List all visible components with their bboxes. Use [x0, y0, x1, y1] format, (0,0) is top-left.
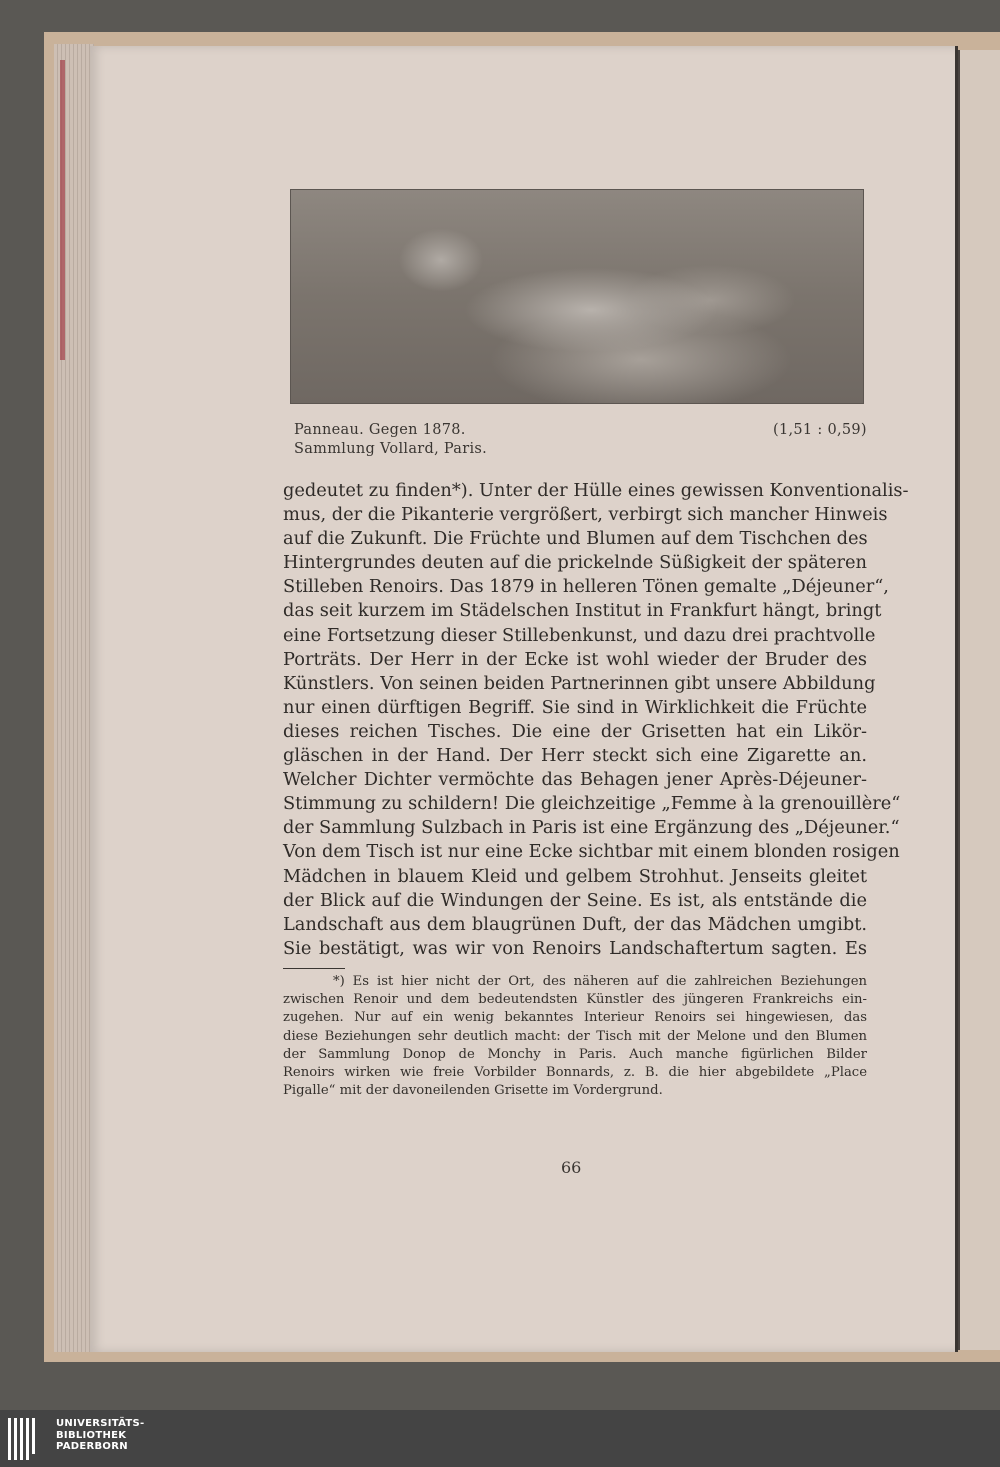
body-line: gedeutet zu finden*). Unter der Hülle eines gewissen Konventionalis-: [283, 480, 909, 501]
body-line: dieses reichen Tisches. Die eine der Grisetten hat ein Likör-: [283, 720, 867, 742]
body-line: Künstlers. Von seinen beiden Partnerinnen gibt unsere Abbildung: [283, 672, 876, 694]
footnote-line: Pigalle“ mit der davoneilenden Grisette im Vordergrund.: [283, 1083, 663, 1099]
footnote-line: Renoirs wirken wie freie Vorbilder Bonnards, z. B. die hier abgebildete „Place: [283, 1064, 867, 1080]
library-name-line2: BIBLIOTHEK: [56, 1429, 127, 1441]
body-line: Porträts. Der Herr in der Ecke ist wohl wieder der Bruder des: [283, 648, 867, 670]
body-line: gläschen in der Hand. Der Herr steckt sich eine Zigarette an.: [283, 745, 867, 767]
footnote-line: *) Es ist hier nicht der Ort, des näheren auf die zahlreichen Beziehungen: [333, 974, 867, 989]
caption-title: Panneau. Gegen 1878.: [294, 422, 466, 438]
body-line: nur einen dürftigen Begriff. Sie sind in Wirklichkeit die Früchte: [283, 696, 867, 718]
footnote-line: zwischen Renoir und dem bedeutendsten Künstler des jüngeren Frankreichs ein-: [283, 992, 867, 1008]
facing-page-edge: [958, 50, 1000, 1350]
caption-dimensions: (1,51 : 0,59): [773, 422, 867, 438]
body-line: Welcher Dichter vermöchte das Behagen jener Après-Déjeuner-: [283, 769, 867, 791]
body-line: der Blick auf die Windungen der Seine. Es ist, als entstände die: [283, 889, 867, 911]
library-name-line1: UNIVERSITÄTS-: [56, 1418, 145, 1429]
library-name: [56, 1418, 145, 1453]
bookmark-ribbon-edge: [60, 60, 65, 360]
body-line: Von dem Tisch ist nur eine Ecke sichtbar mit einem blonden rosigen: [283, 841, 900, 863]
footnote-line: diese Beziehungen sehr deutlich macht: der Tisch mit der Melone und den Blumen: [283, 1028, 867, 1044]
body-line: Mädchen in blauem Kleid und gelbem Strohhut. Jenseits gleitet: [283, 865, 867, 887]
library-name-line3: PADERBORN: [56, 1441, 128, 1452]
body-line: auf die Zukunft. Die Früchte und Blumen auf dem Tischchen des: [283, 528, 868, 550]
painting-illustration: [290, 189, 864, 404]
body-line: mus, der die Pikanterie vergrößert, verbirgt sich mancher Hinweis: [283, 504, 888, 526]
body-line: Sie bestätigt, was wir von Renoirs Landschaftertum sagten. Es: [283, 937, 867, 959]
body-line: der Sammlung Sulzbach in Paris ist eine Ergänzung des „Déjeuner.“: [283, 817, 900, 839]
footnote-line: zugehen. Nur auf ein wenig bekanntes Interieur Renoirs sei hingewiesen, das: [283, 1010, 867, 1026]
library-logo-icon: [8, 1418, 44, 1460]
body-line: eine Fortsetzung dieser Stillebenkunst, und dazu drei prachtvolle: [283, 624, 876, 646]
footnote: [283, 973, 867, 1100]
body-line: das seit kurzem im Städelschen Institut in Frankfurt hängt, bringt: [283, 600, 882, 622]
page-number: 66: [561, 1158, 582, 1177]
caption-collection: Sammlung Vollard, Paris.: [294, 441, 488, 457]
body-text: [283, 479, 909, 961]
footnote-rule: [283, 968, 345, 969]
library-footer: [0, 1410, 1000, 1467]
body-line: Hintergrundes deuten auf die prickelnde Süßigkeit der späteren: [283, 552, 867, 574]
body-line: Landschaft aus dem blaugrünen Duft, der das Mädchen umgibt.: [283, 913, 867, 935]
body-line: Stilleben Renoirs. Das 1879 in helleren Tönen gemalte „Déjeuner“,: [283, 576, 889, 598]
footnote-line: der Sammlung Donop de Monchy in Paris. Auch manche figürlichen Bilder: [283, 1046, 867, 1062]
body-line: Stimmung zu schildern! Die gleichzeitige „Femme à la grenouillère“: [283, 793, 901, 815]
